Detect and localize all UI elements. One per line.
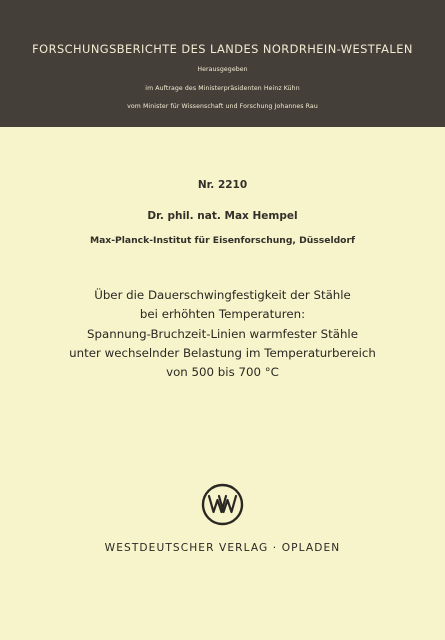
- series-header-band: [0, 0, 445, 127]
- publisher-name: WESTDEUTSCHER VERLAG · OPLADEN: [104, 542, 341, 554]
- title-line-1: Über die Dauerschwingfestigkeit der Stähle: [94, 288, 351, 302]
- editor-line-1: Herausgegeben: [197, 66, 248, 73]
- author-institute: Max-Planck-Institut für Eisenforschung, Düsseldorf: [89, 235, 356, 246]
- title-line-2: bei erhöhten Temperaturen:: [139, 307, 306, 322]
- report-title: [0, 286, 445, 382]
- editor-line-2: im Auftrage des Ministerpräsidenten Heinz Kühn: [145, 85, 300, 92]
- report-number: Nr. 2210: [197, 179, 248, 191]
- publisher-logo-icon: [201, 483, 244, 526]
- title-line-4: unter wechselnder Belastung im Temperaturbereich: [69, 345, 376, 360]
- editor-line-3: vom Minister für Wissenschaft und Forschung Johannes Rau: [127, 103, 318, 110]
- title-line-3: Spannung-Bruchzeit-Linien warmfester Stähle: [87, 326, 358, 341]
- series-title: FORSCHUNGSBERICHTE DES LANDES NORDRHEIN-WESTFALEN: [32, 42, 413, 56]
- title-line-5: von 500 bis 700 °C: [166, 365, 279, 380]
- author-name: Dr. phil. nat. Max Hempel: [147, 210, 298, 222]
